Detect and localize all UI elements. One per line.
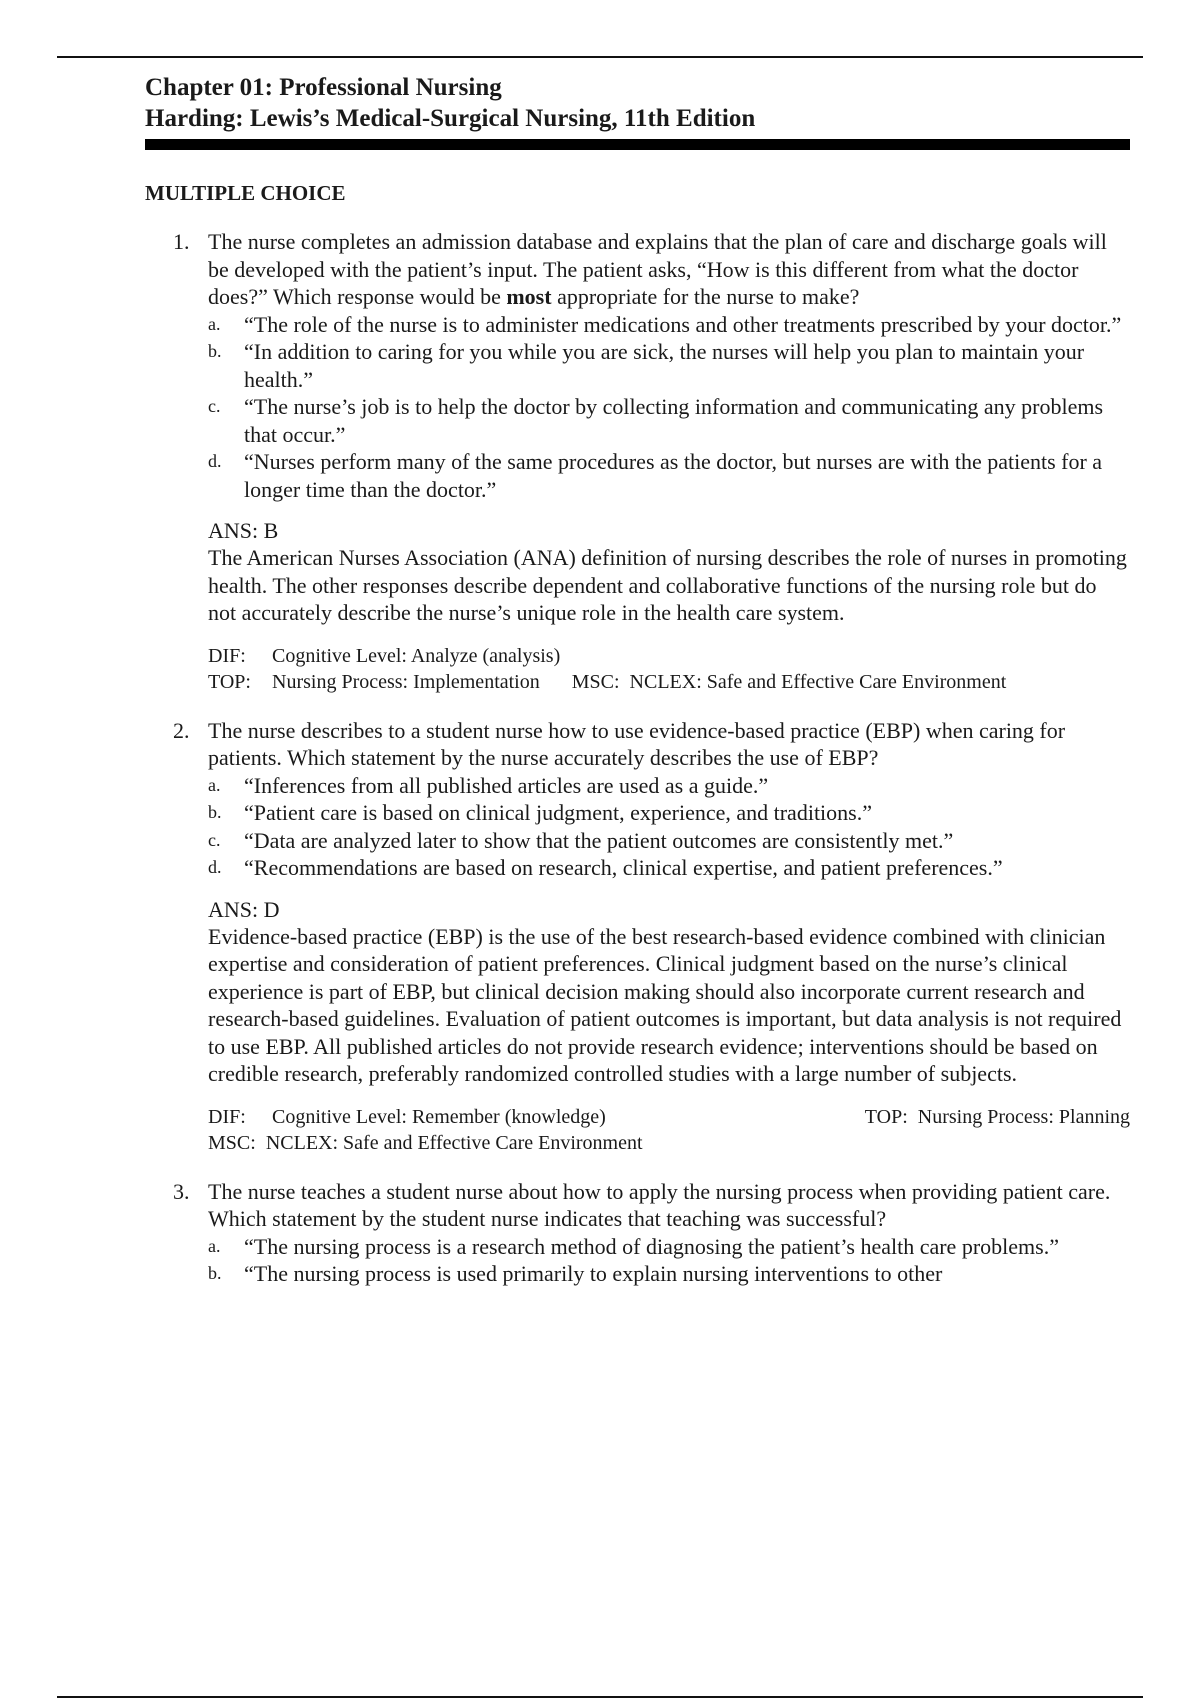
dif-label: DIF: — [208, 644, 246, 667]
msc-value: NCLEX: Safe and Effective Care Environment — [629, 670, 1007, 693]
question-number: 3. — [173, 1178, 190, 1204]
rationale: The American Nurses Association (ANA) definition of nursing describes the role of nurses in promoting health. The other responses describe dependent and collaborative functions of the nursing role but do not accurately describe the nurse’s unique role in the health care system. — [208, 545, 1127, 625]
chapter-title: Chapter 01: Professional Nursing — [145, 74, 502, 101]
option-text: “Patient care is based on clinical judgment, experience, and traditions.” — [244, 800, 872, 825]
dif-label: DIF: — [208, 1105, 246, 1128]
top-field — [865, 1104, 1130, 1130]
option-letter: b. — [208, 802, 222, 822]
document-page — [145, 72, 1130, 1310]
option-c — [208, 827, 1130, 855]
answer-block — [208, 897, 1130, 1088]
option-c — [208, 393, 1130, 448]
top-field — [208, 669, 540, 695]
meta-row — [208, 1104, 1130, 1130]
option-text: “Recommendations are based on research, clinical expertise, and patient preferences.” — [244, 855, 1003, 880]
option-text: “Nurses perform many of the same procedures as the doctor, but nurses are with the patients for a longer time than the doctor.” — [244, 449, 1103, 502]
option-text: “The role of the nurse is to administer medications and other treatments prescribed by your doctor.” — [244, 311, 1122, 337]
answer-options — [208, 1233, 1130, 1288]
option-b — [208, 799, 1130, 827]
dif-field — [208, 643, 560, 669]
answer-key: ANS: B — [208, 518, 279, 543]
question-stem — [208, 228, 1130, 311]
option-letter: c. — [208, 829, 221, 850]
answer-options — [208, 772, 1130, 882]
section-heading: MULTIPLE CHOICE — [145, 181, 346, 205]
msc-label: MSC: — [571, 670, 620, 693]
stem-text-end: appropriate for the nurse to make? — [551, 284, 860, 309]
answer-options — [208, 311, 1130, 504]
option-text: “Data are analyzed later to show that the patient outcomes are consistently met.” — [244, 827, 954, 853]
msc-field — [572, 669, 1007, 695]
meta-row — [208, 669, 1130, 695]
book-title: Harding: Lewis’s Medical-Surgical Nursing, 11th Edition — [145, 105, 756, 132]
question-2 — [145, 717, 1130, 1156]
top-value: Nursing Process: Implementation — [272, 670, 540, 693]
msc-value: NCLEX: Safe and Effective Care Environment — [265, 1131, 643, 1154]
option-letter: d. — [208, 451, 222, 471]
option-b — [208, 338, 1130, 393]
option-letter: a. — [208, 1235, 221, 1256]
top-value: Nursing Process: Planning — [917, 1105, 1130, 1128]
answer-key: ANS: D — [208, 896, 280, 922]
option-letter: b. — [208, 1263, 222, 1283]
answer-block — [208, 518, 1130, 627]
stem-emphasis: most — [506, 284, 552, 309]
option-letter: c. — [208, 396, 221, 416]
option-a — [208, 1233, 1130, 1261]
meta-spacer — [606, 1104, 865, 1130]
option-text: “Inferences from all published articles are used as a guide.” — [244, 772, 769, 798]
rationale: Evidence-based practice (EBP) is the use of the best research-based evidence combined with clinician expertise and consideration of patient preferences. Clinical judgment based on the nurse’s clinical experience is part of EBP, but clinical decision making should also incorporate current research and research-based guidelines. Evaluation of patient outcomes is important, but data analysis is not required to use EBP. All published articles do not provide research evidence; interventions should be based on credible research, preferably randomized controlled studies with a large number of subjects. — [208, 923, 1122, 1086]
option-d — [208, 448, 1130, 503]
option-a — [208, 772, 1130, 800]
option-a — [208, 311, 1130, 339]
question-3 — [145, 1178, 1130, 1288]
bottom-rule — [57, 1696, 1143, 1698]
option-text: “The nursing process is a research method of diagnosing the patient’s health care problems.” — [244, 1233, 1059, 1259]
option-text: “The nursing process is used primarily to explain nursing interventions to other — [244, 1261, 943, 1286]
question-stem: The nurse teaches a student nurse about how to apply the nursing process when providing patient care. Which statement by the student nurse indicates that teaching was successful? — [208, 1178, 1111, 1231]
question-metadata — [208, 643, 1130, 695]
top-label: TOP: — [864, 1105, 908, 1128]
option-text: “In addition to caring for you while you are sick, the nurses will help you plan to maintain your health.” — [244, 339, 1085, 392]
option-letter: a. — [208, 313, 221, 334]
option-letter: d. — [208, 857, 222, 877]
dif-value: Cognitive Level: Remember (knowledge) — [272, 1105, 606, 1128]
top-rule — [57, 56, 1143, 58]
option-b — [208, 1260, 1130, 1288]
dif-value: Cognitive Level: Analyze (analysis) — [272, 644, 561, 667]
document-header — [145, 72, 1130, 150]
meta-row — [208, 1130, 1130, 1156]
question-number: 2. — [173, 717, 190, 743]
option-letter: b. — [208, 341, 222, 361]
option-d — [208, 854, 1130, 882]
stem-text: The nurse completes an admission database and explains that the plan of care and discharge goals will be developed with the patient’s input. The patient asks, “How is this different from what the doctor does?” Which response would be — [208, 229, 1107, 309]
question-metadata — [208, 1104, 1130, 1156]
msc-label: MSC: — [208, 1131, 256, 1154]
option-text: “The nurse’s job is to help the doctor by collecting information and communicating any problems that occur.” — [244, 394, 1104, 447]
question-stem: The nurse describes to a student nurse how to use evidence-based practice (EBP) when caring for patients. Which statement by the nurse accurately describes the use of EBP? — [208, 717, 1066, 770]
msc-field — [208, 1130, 643, 1156]
question-list — [145, 228, 1130, 1288]
question-1 — [145, 228, 1130, 695]
question-number: 1. — [173, 229, 190, 254]
dif-field — [208, 1104, 606, 1130]
option-letter: a. — [208, 774, 221, 795]
meta-row — [208, 643, 1130, 669]
top-label: TOP: — [208, 670, 251, 693]
header-bar — [145, 139, 1130, 150]
